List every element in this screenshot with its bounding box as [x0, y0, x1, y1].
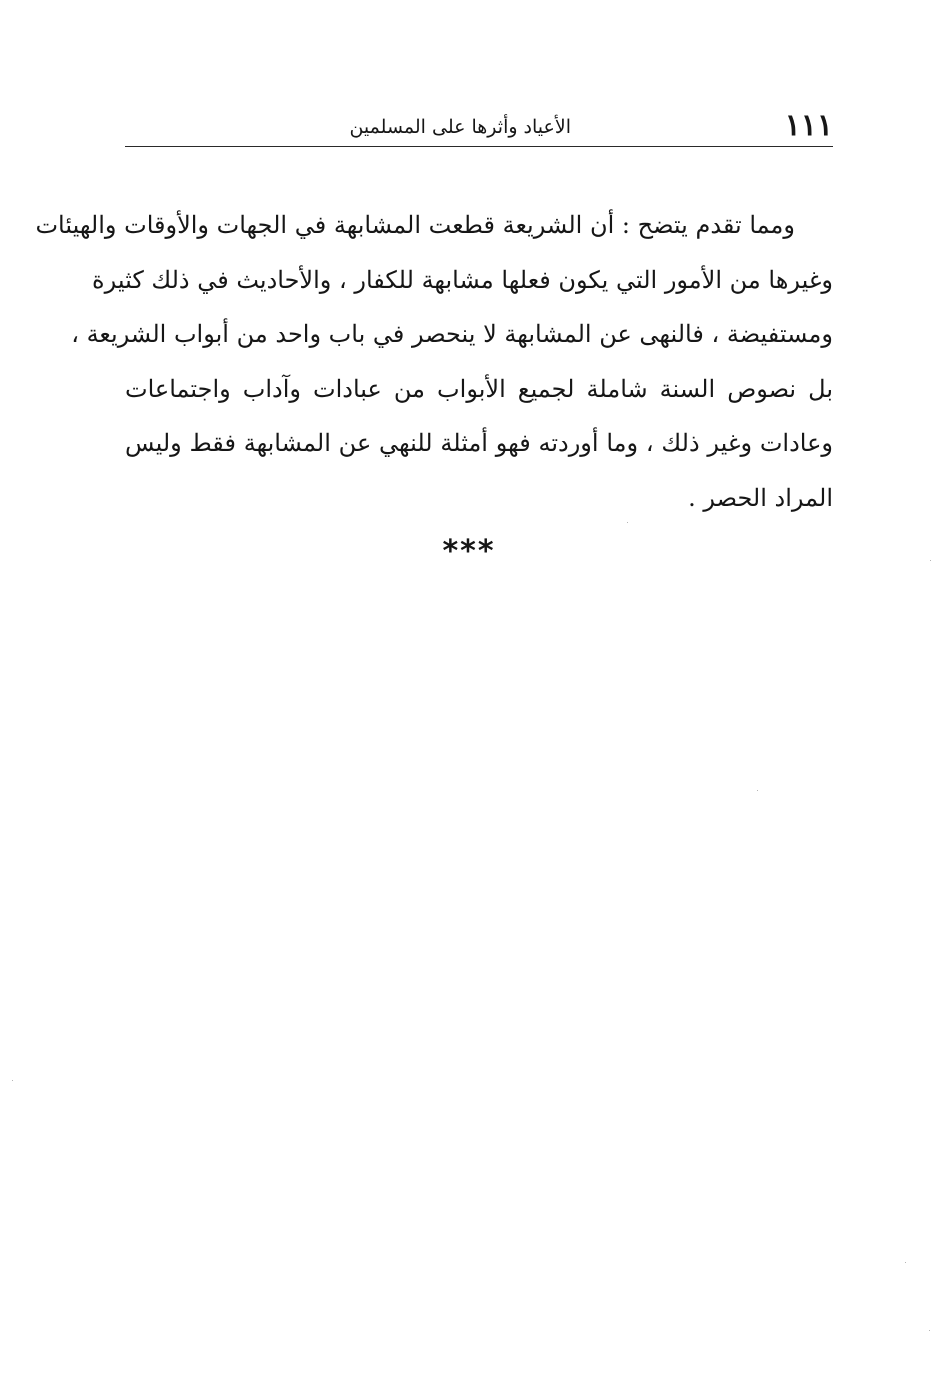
paragraph-line-last: المراد الحصر .: [688, 483, 833, 512]
section-separator: ***: [442, 534, 496, 569]
paragraph-line: وغيرها من الأمور التي يكون فعلها مشابهة للكفار ، والأحاديث في ذلك كثيرة: [92, 265, 833, 294]
paragraph-line: ومما تقدم يتضح : أن الشريعة قطعت المشابهة في الجهات والأوقات والهيئات: [35, 211, 795, 239]
scan-speck: [929, 1330, 930, 1331]
paragraph-line: بل نصوص السنة شاملة لجميع الأبواب من عبادات وآداب واجتماعات: [125, 374, 833, 403]
header-rule: [125, 146, 833, 147]
scan-speck: [12, 1080, 13, 1081]
paragraph-line: ومستفيضة ، فالنهى عن المشابهة لا ينحصر في باب واحد من أبواب الشريعة ،: [71, 320, 833, 348]
scan-speck: [627, 522, 628, 523]
scan-speck: [930, 560, 931, 561]
page-header: [125, 108, 833, 148]
paragraph-line: وعادات وغير ذلك ، وما أوردته فهو أمثلة للنهي عن المشابهة فقط وليس: [125, 429, 833, 457]
body-paragraph: [35, 200, 833, 527]
scan-speck: [905, 1262, 906, 1263]
running-title: الأعياد وأثرها على المسلمين: [349, 116, 571, 138]
page-number: ١١١: [784, 108, 833, 143]
scan-speck: [757, 790, 758, 791]
